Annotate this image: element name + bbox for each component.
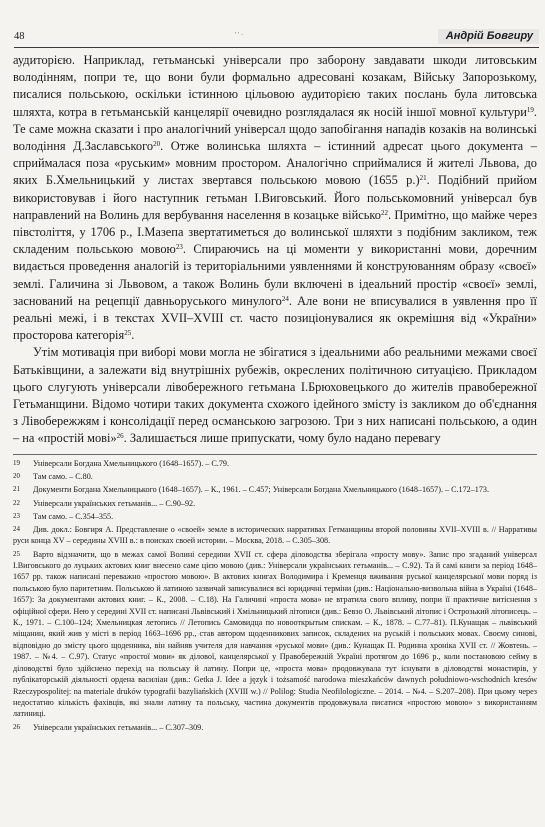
main-text	[13, 52, 537, 448]
footnote-text: Варто відзначити, що в межах самої Волині середини XVII ст. сфера діловодства зберігала «просту мову». Запис про згаданий універсал І.Виговського до луцьких актових книг внесено саме цією мовою (див.: Універсали українських гетьманів... – С.92). Та й самі книги за період 1648–1657 рр. також написані переважно «простою мовою». В актових книгах Володимира і Кременця вживання руської канцелярської мови поряд із польською було паритетним. Польською й латиною зазвичай записувалися всі юридичні терміни (див.: Національно-визвольна війна в Україні (1648–1657): За документами актових книг. – К., 2008. – С.18). На Галичині «проста мова» не втратила свого впливу, попри її практичне витіснення з офіційної сфери. Нею у середині XVII ст. написані Львівський і Хмільницький літописи (див.: Бевзо О. Львівський літопис і Острозький літописець. – К., 1971. – С.100–124; Хмельницкая летопись // Летопись Самовидца по новооткрытым спискам. – К., 1878. – С.77–81). П.Кунащак – львівський міщанин, який жив у місті в період 1663–1696 рр., став автором щоденникових записок, складених на руській і польських мовах. Своєму синові, відповідно до змісту цього щоденника, він найняв учителя для навчання «руської мови» (див.: Кунащак П. Родинна хроніка XVII ст. // Жовтень. – 1987. – №4. – С.97). Статус «простої мови» як ділової, канцелярської у Правобережній Україні протягом до 1696 р., коли постановою сейму в діловодстві було здійснено перехід на польську й латину. Попри це, «проста мова» продовжувала тут існувати в діловодстві монастирів, у публікаторській діяльності ордена василіан (див.: Getka J. Idee a język i tożsamość narodowa mieszkańców dawnych południowo-wschodnich kresów Rzeczypospolitej: na materiale druków typografii bazyliańskich (XVIII w.) // Polilog: Studia Neofilologiczne. – 2014. – №4. – S.207–208). При цьому через недостатню кількість фахівців, які знали латину та польську, частина документів продовжувала писатися «простою мовою» з використанням латиниці.	[13, 549, 537, 719]
footnote-ref[interactable]: 22	[380, 208, 388, 217]
footnote-number: 22	[13, 498, 20, 507]
footnote-ref[interactable]: 24	[281, 294, 289, 303]
footnote	[13, 498, 537, 509]
footnote-text: Універсали українських гетьманів... – С.307–309.	[33, 722, 204, 732]
footnote-text: Універсали Богдана Хмельницького (1648–1657). – С.79.	[33, 459, 229, 468]
paragraph-text: . Те саме можна сказати і про аналогічний універсал щодо запобігання нападів козаків на волинські володіння Д.Заславського	[13, 104, 537, 154]
footnote	[13, 524, 537, 547]
paragraph-text: . Спираючись на ці моменти у використанні мови, доречним видається проведення аналогій із територіальними уявленнями й конструюванням образу «своєї» землі. Галичина зі Львовом, а також Волинь були включені в ідеальний простір «своєї» землі, заснований на рецепції давньоруського минулого	[13, 242, 537, 308]
footnote-text: Там само. – С.354–355.	[33, 511, 114, 521]
paragraph-text: . Але вони не вписувалися в уявлення про її реальні межі, і в текстах XVII–XVIII ст. часто позиціонувалися як окремішня від «України» просторова категорія	[13, 293, 537, 343]
footnote-number: 21	[13, 485, 20, 494]
paragraph-text: Утім мотивація при виборі мови могла не збігатися з ідеальними або реальними межами своєї Батьківщини, а залежати від внутрішніх рубежів, окреслених політичною ситуацією. Прикладом цього слугують універсали лівобережного гетьмана І.Брюховецького до жителів правобережної Гетьманщини. Відомо чотири таких документа схожого ідейного змісту із закликом до об'єднання з Лівобережжям і консолідації перед османською загрозою. Три з них написані польською, а один – на «простій мові»	[13, 345, 537, 446]
paragraph-text: . Отже волинська шляхта – істинний адресат цього документа – сприймалася поза «руським» мовним простором. Аналогічно сприймалися й жителі Львова, до яких Б.Хмельницький у листах звертався польською мовою (1655 р.)	[13, 139, 537, 188]
page-number: 48	[14, 31, 25, 42]
body-paragraph	[13, 52, 537, 344]
footnote-number: 26	[13, 722, 20, 731]
footnote-ref[interactable]: 26	[116, 432, 124, 441]
footnote	[13, 471, 537, 482]
footnote-text: Документи Богдана Хмельницького (1648–1657). – К., 1961. – С.457; Універсали Богдана Хмельницького (1648–1657). – С.172–173.	[33, 485, 490, 495]
footnote-text: Там само. – С.80.	[33, 472, 93, 482]
paragraph-text: .	[131, 328, 135, 343]
footnote-ref[interactable]: 20	[153, 140, 161, 149]
paragraph-text: . Залишається лише припускати, чому було надано перевагу	[123, 431, 441, 446]
footnote-number: 25	[13, 549, 20, 558]
footnote	[13, 458, 537, 469]
footnote-ref[interactable]: 19	[526, 105, 534, 114]
paragraph-text: . Подібний прийом використовував і його наступник гетьман І.Виговський. Його польськомовний універсал був направлений на Волинь для вербування населення в козацьке військо	[13, 173, 537, 222]
footnote-number: 19	[13, 459, 20, 467]
footnote-text: Універсали українських гетьманів... – С.90–92.	[33, 498, 196, 508]
footnote-ref[interactable]: 23	[175, 243, 183, 252]
footnote	[13, 549, 537, 720]
footnotes	[13, 458, 537, 735]
footnote-ref[interactable]: 21	[419, 174, 427, 183]
header-rule	[14, 47, 539, 48]
body-paragraph	[13, 344, 537, 447]
page-header	[14, 31, 539, 47]
footnote-number: 20	[13, 472, 20, 481]
running-head-author: Андрій Бовгиру	[438, 29, 539, 44]
footnote	[13, 722, 537, 733]
footnote	[13, 484, 537, 495]
footnote-text: Див. докл.: Бовгиря А. Представление о «своей» земле в исторических нарративах Гетманщины второй половины XVII–XVIII в. // Нарративы руси конца XV – середины XVIII в.: в поисках своей истории. – Москва, 2018. – С.305–308.	[13, 525, 537, 546]
footnote-number: 23	[13, 511, 20, 520]
footnote-ref[interactable]: 25	[124, 329, 132, 338]
paragraph-text: аудиторією. Наприклад, гетьманські універсали про заборону завдавати шкоди литовським володінням, попри те, що вони були формально адресовані козакам, Війську Запорозькому, писалися польською, оскільки істинною цільовою аудиторією таких послань була литовська шляхта, котра в гетьманській канцелярії очевидно розглядалася як носій іншої мовної культури	[13, 53, 537, 119]
stray-marks: ' ' ·	[235, 31, 244, 39]
footnote	[13, 511, 537, 522]
paragraph-text: . Примітно, що майже через півстоліття, у 1706 р., І.Мазепа звертатиметься до волинської шляхти з подібним закликом, теж складеним польською мовою	[13, 207, 537, 257]
footnote-number: 24	[13, 525, 20, 534]
footnote-divider	[13, 454, 537, 455]
